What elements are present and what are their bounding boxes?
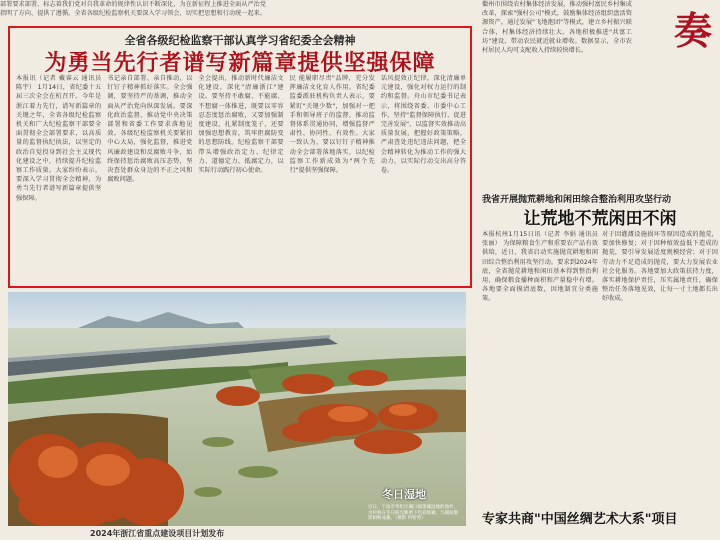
right-top-article (482, 0, 718, 190)
bottom-headline-fragment[interactable]: 2024年浙江省重点建设项目计划发布 (90, 529, 225, 538)
top-article-fragment (0, 0, 476, 26)
lead-body (16, 74, 466, 284)
photo-caption: 近日，宁波市奉化区溪口镇萧溪湿地的池杉、水杉林在冬日阳光映照下色彩斑斓，与湖面倒影相映成趣。（摄影 何智勇） (368, 505, 458, 522)
lead-col-3: 全会提出，推动新时代廉洁文化建设，深化"清廉浙江"建设。要坚持不敢腐、不能腐、不想腐一体推进，既要以零容忍态度惩治腐败，又要加强制度建设，扎紧制度笼子，还要加强思想教育，筑牢拒腐防变的思想防线。纪检监察干部要带头增强政治定力、纪律定力、道德定力、抵腐定力，以实际行动践行初心使命。 (198, 75, 284, 175)
lead-col-5: 话风提效正纪律，深化清廉单元建设，强化对权力运行的制约和监督。舟山市纪委书记表示，将围绕省委、市委中心工作，坚持"监督保障执行、促进完善发展"，以监督实效推动高质量发展，把握好政策策略，严肃查处违纪违法问题，把全会精神转化为推动工作的强大动力，以实际行动交出高分答卷。 (380, 75, 467, 175)
right-top-text: 衢州市围绕农村集体经济发展，推动强村富民乡村集成改革，探索"强村公司"模式，鼓励集体经济组织盘活资源资产。通过发展"飞地抱团"等模式，建立乡村振兴联合体，村集体经济持续壮大。各地积极推进"共富工坊"建设，带动农民就近就业增收。数据显示，全市农村居民人均可支配收入持续较快增长。 (482, 1, 632, 55)
top-line-2: 指明了方向、提供了遵循。全省各级纪检监察机关要深入学习领会，切实把思想和行动统一起来。 (0, 10, 267, 17)
right-story-body (482, 230, 718, 502)
lead-kicker: 全省各级纪检监察干部认真学习省纪委全会精神 (124, 34, 356, 47)
lead-col-1: 本报讯（记者 戴睿云 通讯员 陈宇） 1月14日，省纪委十五届三次全会在杭召开。今年是浙江着力先行，谱写新篇章的关键之年，全省各级纪检监察机关和广大纪检监察干部要全面贯彻全会部署要求，以高质量的监督执纪执法，以坚定的政治自觉投身到社会主义现代化建设之中，持续提升纪检监察工作质量。大家纷纷表示，要深入学习贯彻全会精神，为勇当先行者谱写新篇章提供坚强保障。 (16, 75, 102, 202)
right-story-col-2: 对于因灌溉设施损坏等原因造成的抛荒，要加快修复；对于因种植效益低下造成的抛荒，要引导发展适度规模经营；对于因劳动力不足造成的抛荒，要大力发展农业社会化服务。各地要加大政策扶持力度，落实耕地保护责任，压实属地责任，确保整治任务落地见效，让每一寸土地都长出好收成。 (602, 231, 718, 303)
right-top-headline-char[interactable]: 奏 (673, 8, 712, 53)
right-story-subhead: 我省开展抛荒耕地和闲田综合整治利用攻坚行动 (482, 195, 672, 205)
right-story-headline[interactable]: 让荒地不荒闲田不闲 (523, 209, 677, 229)
wetland-photo (8, 292, 466, 526)
photo-title: 冬日湿地 (382, 488, 426, 501)
right-bottom-headline[interactable]: 专家共商"中国丝绸艺术大系"项目 (482, 512, 678, 527)
lead-col-2: 书记亲自部署、亲自推动，以钉钉子精神抓好落实。全会强调，要坚持严的基调，推动全面从严治党向纵深发展。要深化政治监督，推动党中央决策部署和省委工作要求落地见效。各级纪检监察机关要紧扣中心大局，强化监督，推进党风廉政建设和反腐败斗争，始终保持惩治腐败高压态势，坚决查处群众身边的不正之风和腐败问题。 (107, 75, 193, 184)
lead-headline[interactable]: 为勇当先行者谱写新篇章提供坚强保障 (44, 50, 436, 76)
lead-story[interactable] (8, 26, 472, 288)
right-story-col-1: 本报杭州1月15日讯（记者 李娟 通讯员 张丽） 为保障粮食生产和重要农产品有效供给，近日，我省启动实施抛荒耕地和闲田综合整治利用攻坚行动。要求到2024年底，全省抛荒耕地和闲田基本得到整治利用，确保粮食播种面积和产量稳中有增。各地要全面摸清底数，因地制宜分类施策。 (482, 231, 598, 303)
lead-col-4: 民 能履职尽责"品牌，充分发挥廉洁文化育人作用。省纪委监委派驻机构负责人表示，要紧盯"关键少数"，加强对一把手和领导班子的监督，推动监督体系贯通协同，增强监督严肃性、协同性、有效性。大家一致认为，要以钉钉子精神推动全会部署落地落实，以纪检监察工作新成效为"两个先行"提供坚强保障。 (289, 75, 375, 175)
top-line-1: 部署要求部署，标志着我们党对自我革命的规律性认识不断深化，为在新征程上推进全面从严治党 (0, 1, 267, 8)
